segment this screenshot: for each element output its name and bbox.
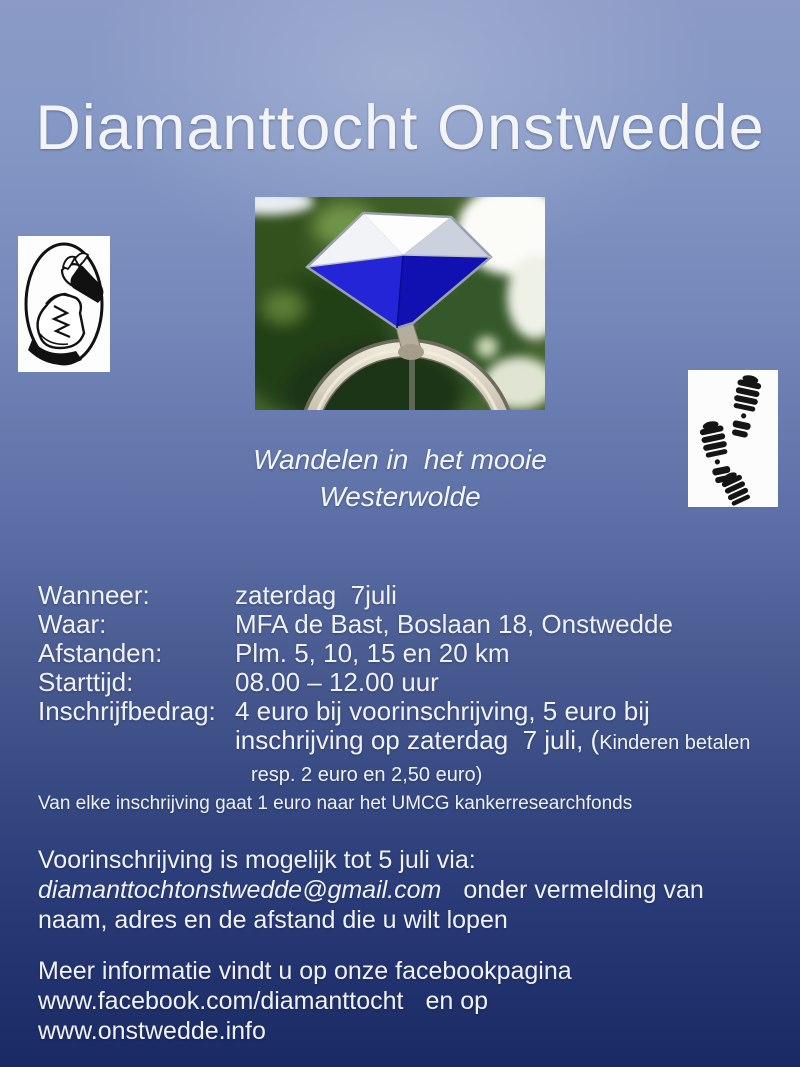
tagline-line1: Wandelen in het mooie [253, 444, 547, 475]
detail-value: MFA de Bast, Boslaan 18, Onstwedde [235, 609, 673, 639]
fee-line1: 4 euro bij voorinschrijving, 5 euro bij [235, 696, 650, 726]
detail-label: Wanneer: [38, 580, 150, 610]
email-address: diamanttochtonstwedde@gmail.com [38, 876, 442, 904]
moreinfo-line2 [38, 986, 572, 1016]
detail-row-when [38, 581, 778, 610]
detail-label: Afstanden: [38, 638, 163, 668]
detail-row-distances [38, 639, 778, 668]
facebook-url: www.facebook.com/diamanttocht [38, 987, 404, 1015]
prereg-line2 [38, 875, 704, 905]
tagline-line2: Westerwolde [319, 481, 481, 512]
detail-label: Inschrijfbedrag: [38, 696, 216, 726]
fee-line2: inschrijving op zaterdag 7 juli, ( [235, 725, 600, 755]
detail-label: Starttijd: [38, 667, 134, 697]
detail-value: zaterdag 7juli [235, 580, 397, 610]
hiking-boots-logo-graphic [18, 236, 110, 372]
detail-row-fee [38, 697, 778, 790]
detail-row-where [38, 610, 778, 639]
diamond-lamp-photo [255, 197, 545, 410]
detail-value: 08.00 – 12.00 uur [235, 667, 439, 697]
preregistration-info [38, 845, 704, 935]
fee-value [235, 697, 778, 790]
prereg-line2-rest: onder vermelding van [463, 876, 704, 904]
diamond-lamp-photo-graphic [255, 197, 545, 410]
detail-value: Plm. 5, 10, 15 en 20 km [235, 638, 510, 668]
prereg-line1: Voorinschrijving is mogelijk tot 5 juli via: [38, 846, 476, 874]
detail-row-starttime [38, 668, 778, 697]
poster-title: Diamanttocht Onstwedde [35, 93, 765, 163]
fee-line3-small: resp. 2 euro en 2,50 euro) [251, 764, 483, 786]
hiking-boots-logo [18, 236, 110, 372]
prereg-line3: naam, adres en de afstand die u wilt lopen [38, 906, 508, 934]
tagline [0, 441, 800, 515]
website-url: www.onstwedde.info [38, 1017, 266, 1045]
charity-note: Van elke inschrijving gaat 1 euro naar het UMCG kankerresearchfonds [38, 793, 633, 814]
moreinfo-line1: Meer informatie vindt u op onze facebookpagina [38, 957, 572, 985]
event-details [38, 581, 778, 790]
moreinfo-line2-rest: en op [425, 987, 489, 1015]
more-info [38, 956, 572, 1046]
fee-line2-small: Kinderen betalen [599, 732, 751, 754]
detail-label: Waar: [38, 609, 107, 639]
